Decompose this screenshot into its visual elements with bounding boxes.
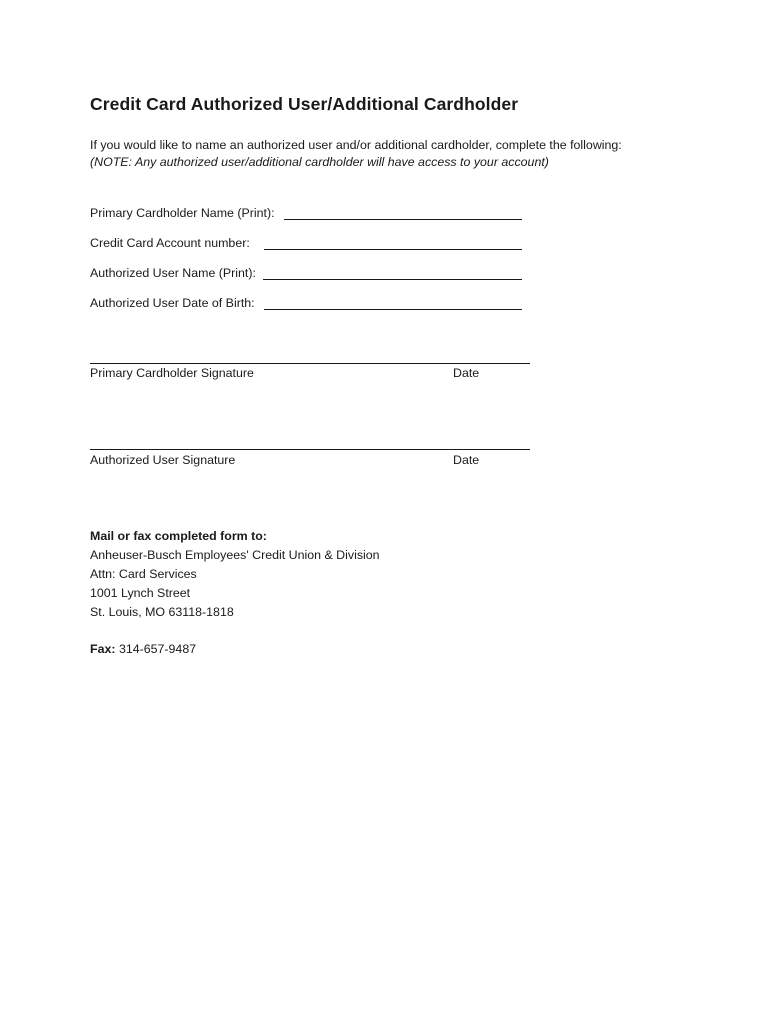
- authorized-signature-date-label: Date: [453, 453, 480, 467]
- mailing-attention: Attn: Card Services: [90, 567, 197, 581]
- page-title: Credit Card Authorized User/Additional Cardholder: [90, 94, 519, 114]
- authorized-user-name-line[interactable]: [263, 279, 522, 280]
- mailing-organization: Anheuser-Busch Employees' Credit Union & Division: [90, 548, 380, 562]
- intro-text: [90, 137, 622, 171]
- primary-signature-date-label: Date: [453, 366, 480, 380]
- account-number-label: Credit Card Account number:: [90, 236, 250, 250]
- authorized-user-dob-label: Authorized User Date of Birth:: [90, 296, 255, 310]
- authorized-user-name-field: [90, 266, 522, 282]
- account-number-field: [90, 236, 522, 252]
- primary-cardholder-name-label: Primary Cardholder Name (Print):: [90, 206, 275, 220]
- intro-note: (NOTE: Any authorized user/additional cardholder will have access to your account): [90, 155, 549, 169]
- mailing-address-block: [90, 527, 380, 622]
- authorized-signature-line[interactable]: [90, 449, 530, 450]
- fax-info: [90, 642, 196, 656]
- authorized-user-name-label: Authorized User Name (Print):: [90, 266, 256, 280]
- fax-label: Fax:: [90, 642, 116, 656]
- intro-instructions: If you would like to name an authorized user and/or additional cardholder, complete the following:: [90, 138, 622, 152]
- primary-cardholder-name-line[interactable]: [284, 219, 522, 220]
- fax-number: 314-657-9487: [118, 642, 197, 656]
- mailing-heading: Mail or fax completed form to:: [90, 529, 267, 543]
- primary-cardholder-name-field: [90, 206, 522, 222]
- mailing-city-state-zip: St. Louis, MO 63118-1818: [90, 605, 234, 619]
- authorized-user-dob-line[interactable]: [264, 309, 522, 310]
- mailing-street: 1001 Lynch Street: [90, 586, 191, 600]
- authorized-signature-label: Authorized User Signature: [90, 453, 236, 467]
- authorized-user-dob-field: [90, 296, 522, 312]
- primary-signature-line[interactable]: [90, 363, 530, 364]
- primary-signature-label: Primary Cardholder Signature: [90, 366, 254, 380]
- account-number-line[interactable]: [264, 249, 522, 250]
